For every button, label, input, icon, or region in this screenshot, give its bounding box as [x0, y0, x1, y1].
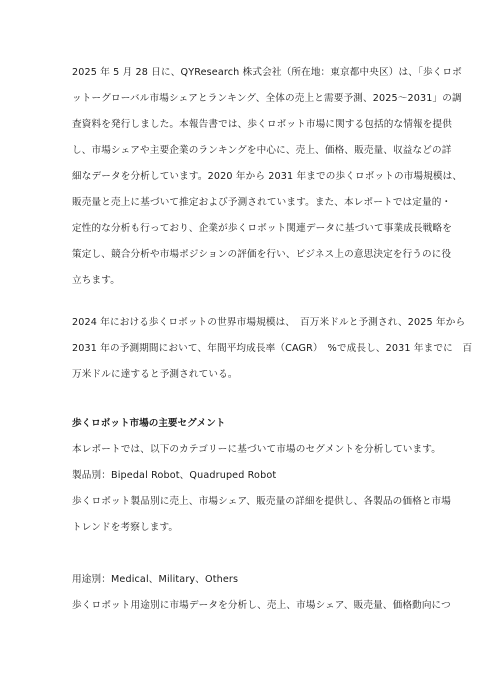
intro-line: 販売量と売上に基づいて推定および予測されています。また、本レポートでは定量的・: [72, 197, 452, 208]
blank-line: [72, 541, 415, 567]
intro-line: 定性的な分析も行っており、企業が歩くロボット関連データに基づいて事業成長戦略を: [72, 223, 453, 234]
segment-line: 歩くロボット用途別に市場データを分析し、売上、市場シェア、販売量、価格動向につ: [72, 600, 451, 611]
segment-line: 本レポートでは、以下のカテゴリーに基づいて市場のセグメントを分析しています。: [72, 444, 442, 455]
market-line: 万米ドルに達すると予測されている。: [72, 369, 238, 380]
intro-line: 2025 年 5 月 28 日に、QYResearch 株式会社（所在地：東京都中央区）は、「歩くロボ: [72, 67, 462, 78]
market-line: 2031 年の予測期間において、年間平均成長率（CAGR） %で成長し、2031 年までに 百: [72, 343, 473, 354]
segments-section: [72, 411, 452, 619]
intro-line: 細なデータを分析しています。2020 年から 2031 年までの歩くロボットの市場規模は、: [72, 171, 463, 182]
intro-line: し、市場シェアや主要企業のランキングを中心に、売上、価格、販売量、収益などの詳: [72, 145, 452, 156]
section-heading: 歩くロボット市場の主要セグメント: [72, 418, 226, 429]
market-size-paragraph: [72, 310, 473, 388]
segment-line: 歩くロボット製品別に売上、市場シェア、販売量の詳細を提供し、各製品の価格と市場: [72, 496, 452, 507]
intro-paragraph: [72, 60, 463, 294]
intro-line: 査資料を発行しました。本報告書では、歩くロボット市場に関する包括的な情報を提供: [72, 119, 453, 130]
intro-line: 立ちます。: [72, 275, 120, 286]
segment-line: 製品別：Bipedal Robot、Quadruped Robot: [72, 470, 277, 481]
segment-line: 用途別：Medical、Military、Others: [72, 574, 239, 585]
segment-line: トレンドを考察します。: [72, 522, 179, 533]
market-line: 2024 年における歩くロボットの世界市場規模は、 百万米ドルと予測され、2025 年から: [72, 317, 466, 328]
intro-line: 策定し、競合分析や市場ポジションの評価を行い、ビジネス上の意思決定を行うのに役: [72, 249, 452, 260]
intro-line: ットーグローバル市場シェアとランキング、全体の売上と需要予測、2025～2031」の調: [72, 93, 462, 104]
